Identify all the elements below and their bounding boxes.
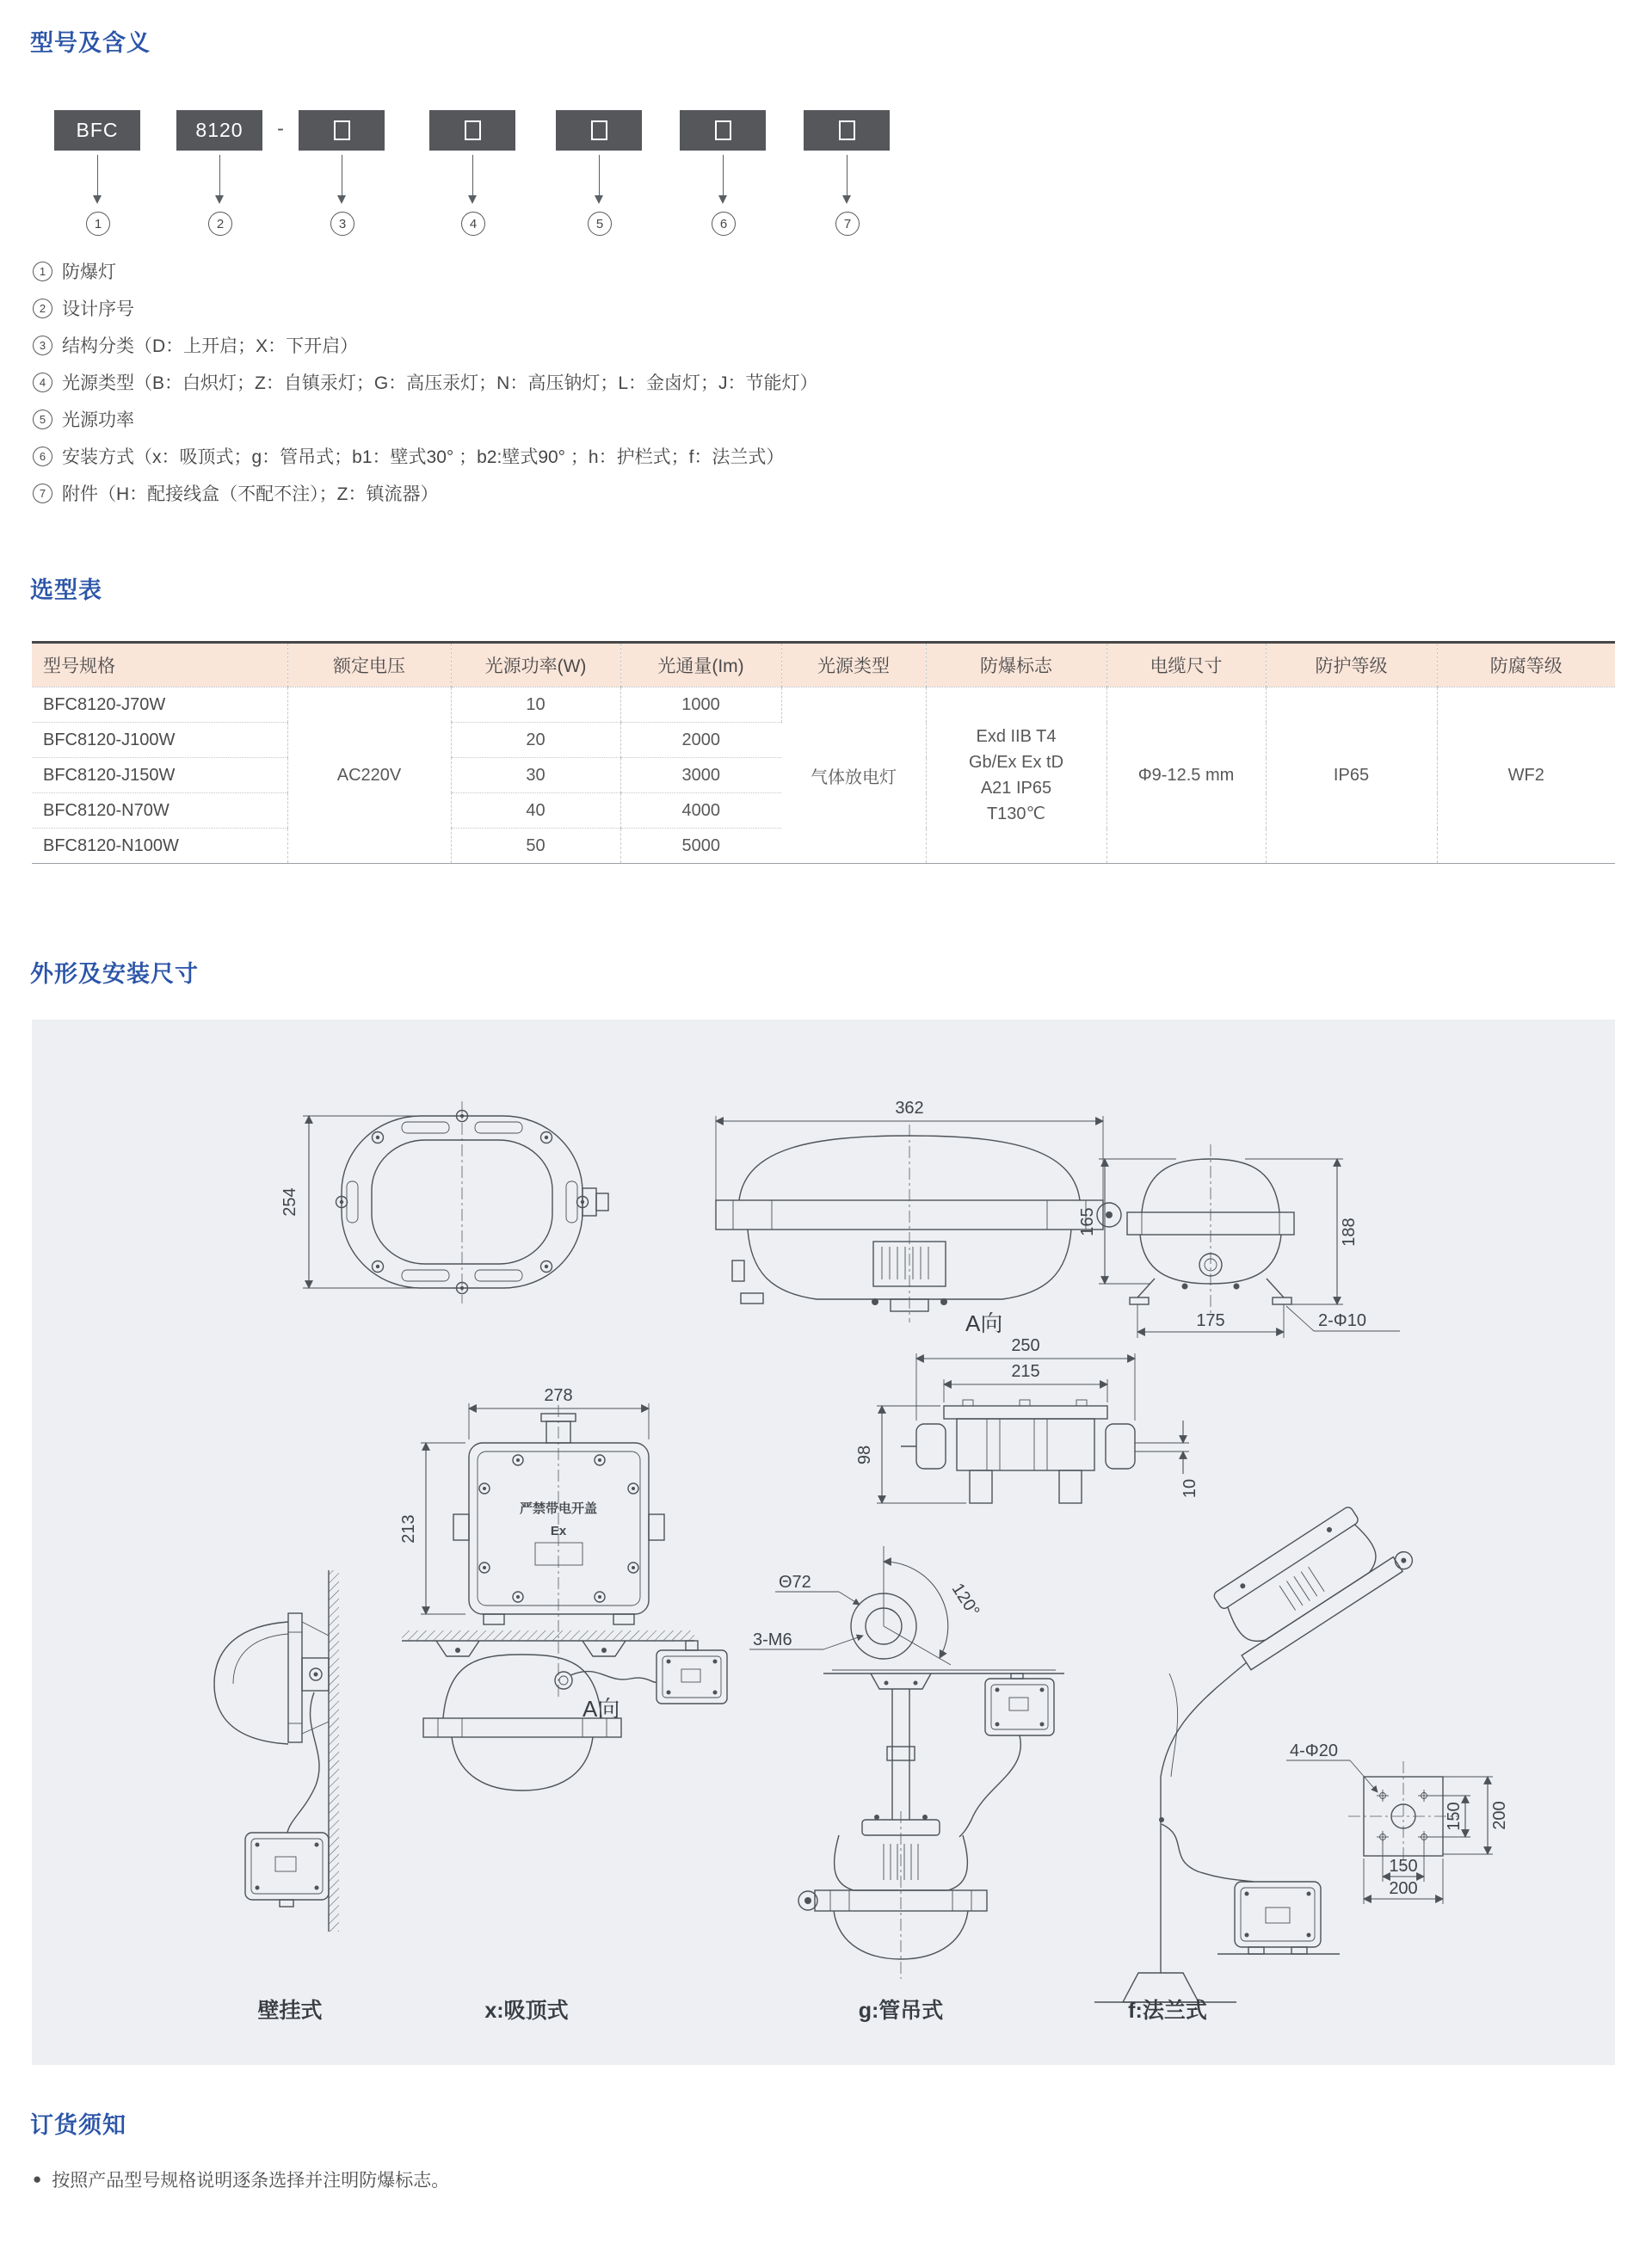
cell-flux: 4000 [620, 793, 781, 829]
cell-flux: 3000 [620, 758, 781, 793]
bolt-icons [336, 1111, 589, 1294]
dim-188: 188 [1340, 1217, 1359, 1247]
circled-number: 3 [330, 212, 354, 236]
col-header-ex-mark: 防爆标志 [926, 643, 1106, 687]
drawing-wall-mount [214, 1570, 339, 2023]
cell-model: BFC8120-J70W [32, 687, 287, 723]
list-item [33, 480, 818, 506]
ex-text: Ex [550, 1524, 567, 1538]
circled-number: 5 [588, 212, 612, 236]
dimension-drawings-panel [32, 1020, 1615, 2065]
drawing-side-view [716, 1099, 1121, 1336]
warning-text: 严禁带电开盖 [519, 1501, 598, 1516]
model-box-series [176, 110, 262, 151]
ex-mark-line: A21 IP65 [980, 779, 1052, 798]
order-note [33, 2166, 449, 2192]
dim-98: 98 [855, 1445, 874, 1465]
dim-200: 200 [1389, 1879, 1418, 1898]
dim-150: 150 [1389, 1857, 1418, 1876]
dim-362: 362 [895, 1099, 924, 1118]
placeholder-square-icon [591, 120, 607, 140]
arrowhead-icon [468, 195, 477, 204]
table-section-title: 选型表 [30, 577, 102, 603]
ex-mark-line: Gb/Ex Ex tD [968, 753, 1064, 772]
dim-254: 254 [280, 1187, 299, 1217]
model-box-label: BFC [76, 119, 119, 141]
drawing-dome-front-view [1078, 1144, 1400, 1338]
drawings-section-title: 外形及安装尺寸 [30, 961, 199, 987]
list-item-number: 2 [33, 299, 52, 318]
cell-corrosion: WF2 [1437, 687, 1615, 864]
list-item [33, 406, 818, 432]
dim-4-phi20: 4-Φ20 [1290, 1741, 1338, 1760]
model-box-3 [299, 110, 385, 151]
mount-label-wall: 壁挂式 [257, 1999, 323, 2023]
model-code-dash: - [277, 117, 284, 140]
technical-drawing [32, 1020, 1615, 2065]
dim-213: 213 [399, 1514, 418, 1544]
order-note-text: 按照产品型号规格说明逐条选择并注明防爆标志。 [52, 2171, 450, 2191]
col-header-protection: 防护等级 [1266, 643, 1437, 687]
model-box-5 [556, 110, 642, 151]
drawing-oval-top-view [280, 1101, 608, 1304]
list-item-text: 防爆灯 [62, 262, 116, 282]
circled-number: 2 [208, 212, 232, 236]
col-header-flux: 光通量(Im) [620, 643, 781, 687]
placeholder-square-icon [465, 120, 481, 140]
circled-number: 4 [461, 212, 485, 236]
model-box-7 [804, 110, 890, 151]
mount-label-ceiling: x:吸顶式 [484, 1999, 569, 2023]
drawing-bolt-circle-detail [749, 1546, 983, 1665]
cell-model: BFC8120-J150W [32, 758, 287, 793]
cell-power: 40 [451, 793, 620, 829]
model-box-prefix [54, 110, 140, 151]
mount-label-pipe: g:管吊式 [858, 1999, 944, 2023]
cell-power: 10 [451, 687, 620, 723]
drawing-ceiling-mount [402, 1630, 727, 2023]
cell-cable: Φ9-12.5 mm [1106, 687, 1266, 864]
list-item-text: 附件（H：配接线盒（不配不注）；Z：镇流器） [62, 484, 439, 504]
model-legend-list [33, 258, 818, 517]
list-item-number: 7 [33, 484, 52, 503]
cell-power: 30 [451, 758, 620, 793]
drawing-junction-box-front [399, 1386, 664, 1722]
dim-165: 165 [1078, 1207, 1097, 1236]
circled-number: 1 [86, 212, 110, 236]
list-item-text: 光源功率 [62, 410, 134, 430]
ex-mark-line: Exd IIB T4 [976, 727, 1057, 746]
table-row [32, 687, 1615, 723]
cell-power: 20 [451, 723, 620, 758]
bullet-icon: ● [33, 2171, 42, 2187]
col-header-power: 光源功率(W) [451, 643, 620, 687]
cell-flux: 2000 [620, 723, 781, 758]
view-a-label: A向 [583, 1696, 620, 1722]
model-box-4 [429, 110, 515, 151]
cell-ex-mark [926, 687, 1106, 864]
cell-flux: 5000 [620, 829, 781, 864]
ex-mark-line: T130℃ [986, 804, 1046, 823]
arrow-down-icon [472, 155, 473, 195]
arrowhead-icon [842, 195, 851, 204]
cell-flux: 1000 [620, 687, 781, 723]
list-item-text: 光源类型（B：白炽灯；Z：自镇汞灯；G：高压汞灯；N：高压钠灯；L：金卤灯；J：节能灯） [62, 373, 818, 393]
list-item [33, 295, 818, 321]
dim-175: 175 [1196, 1311, 1225, 1330]
arrow-down-icon [599, 155, 600, 195]
col-header-source-type: 光源类型 [781, 643, 926, 687]
list-item-text: 设计序号 [62, 299, 134, 319]
order-section-title: 订货须知 [30, 2112, 126, 2138]
arrow-down-icon [723, 155, 724, 195]
dim-10: 10 [1180, 1478, 1199, 1499]
placeholder-square-icon [839, 120, 855, 140]
dim-120deg: 120° [947, 1580, 983, 1621]
arrow-down-icon [847, 155, 848, 195]
list-item-text: 结构分类（D：上开启；X：下开启） [62, 336, 359, 356]
list-item [33, 443, 818, 469]
cell-power: 50 [451, 829, 620, 864]
cell-source-type: 气体放电灯 [781, 687, 926, 864]
dim-theta72: Θ72 [779, 1573, 811, 1592]
cell-model: BFC8120-N100W [32, 829, 287, 864]
dim-2-phi10: 2-Φ10 [1318, 1311, 1366, 1330]
arrowhead-icon [718, 195, 727, 204]
list-item-text: 安装方式（x：吸顶式；g：管吊式；b1：壁式30° ；b2:壁式90° ；h：护栏式；f：法兰式） [62, 447, 785, 467]
list-item-number: 1 [33, 262, 52, 281]
cell-model: BFC8120-J100W [32, 723, 287, 758]
selection-table [32, 641, 1615, 864]
circled-number: 6 [712, 212, 736, 236]
dim-150: 150 [1445, 1802, 1464, 1831]
cell-protection: IP65 [1266, 687, 1437, 864]
list-item-number: 5 [33, 410, 52, 429]
col-header-model: 型号规格 [32, 643, 287, 687]
cell-model: BFC8120-N70W [32, 793, 287, 829]
cell-voltage: AC220V [287, 687, 451, 864]
dim-278: 278 [544, 1386, 573, 1405]
model-box-label: 8120 [195, 119, 243, 141]
drawing-flange-mount [1094, 1492, 1509, 2023]
list-item-number: 4 [33, 373, 52, 392]
arrowhead-icon [215, 195, 224, 204]
dim-250: 250 [1011, 1336, 1040, 1355]
mount-label-flange: f:法兰式 [1128, 1999, 1207, 2023]
model-section-title: 型号及含义 [30, 30, 151, 56]
dim-215: 215 [1011, 1362, 1040, 1381]
flange-plate-detail [1286, 1741, 1509, 1904]
placeholder-square-icon [334, 120, 350, 140]
arrow-down-icon [219, 155, 220, 195]
dim-200: 200 [1490, 1801, 1509, 1830]
placeholder-square-icon [715, 120, 731, 140]
arrowhead-icon [595, 195, 603, 204]
drawing-junction-box-side [855, 1336, 1199, 1503]
col-header-cable: 电缆尺寸 [1106, 643, 1266, 687]
arrowhead-icon [337, 195, 346, 204]
arrow-down-icon [97, 155, 98, 195]
list-item-number: 6 [33, 447, 52, 466]
arrowhead-icon [93, 195, 102, 204]
model-box-6 [680, 110, 766, 151]
list-item [33, 332, 818, 358]
circled-number: 7 [835, 212, 860, 236]
list-item [33, 369, 818, 395]
col-header-corrosion: 防腐等级 [1437, 643, 1615, 687]
view-a-label: A向 [965, 1310, 1003, 1336]
dim-3-m6: 3-M6 [753, 1630, 792, 1649]
drawing-pipe-mount [798, 1670, 1064, 2023]
table-header-row [32, 643, 1615, 687]
list-item-number: 3 [33, 336, 52, 355]
list-item [33, 258, 818, 284]
col-header-voltage: 额定电压 [287, 643, 451, 687]
